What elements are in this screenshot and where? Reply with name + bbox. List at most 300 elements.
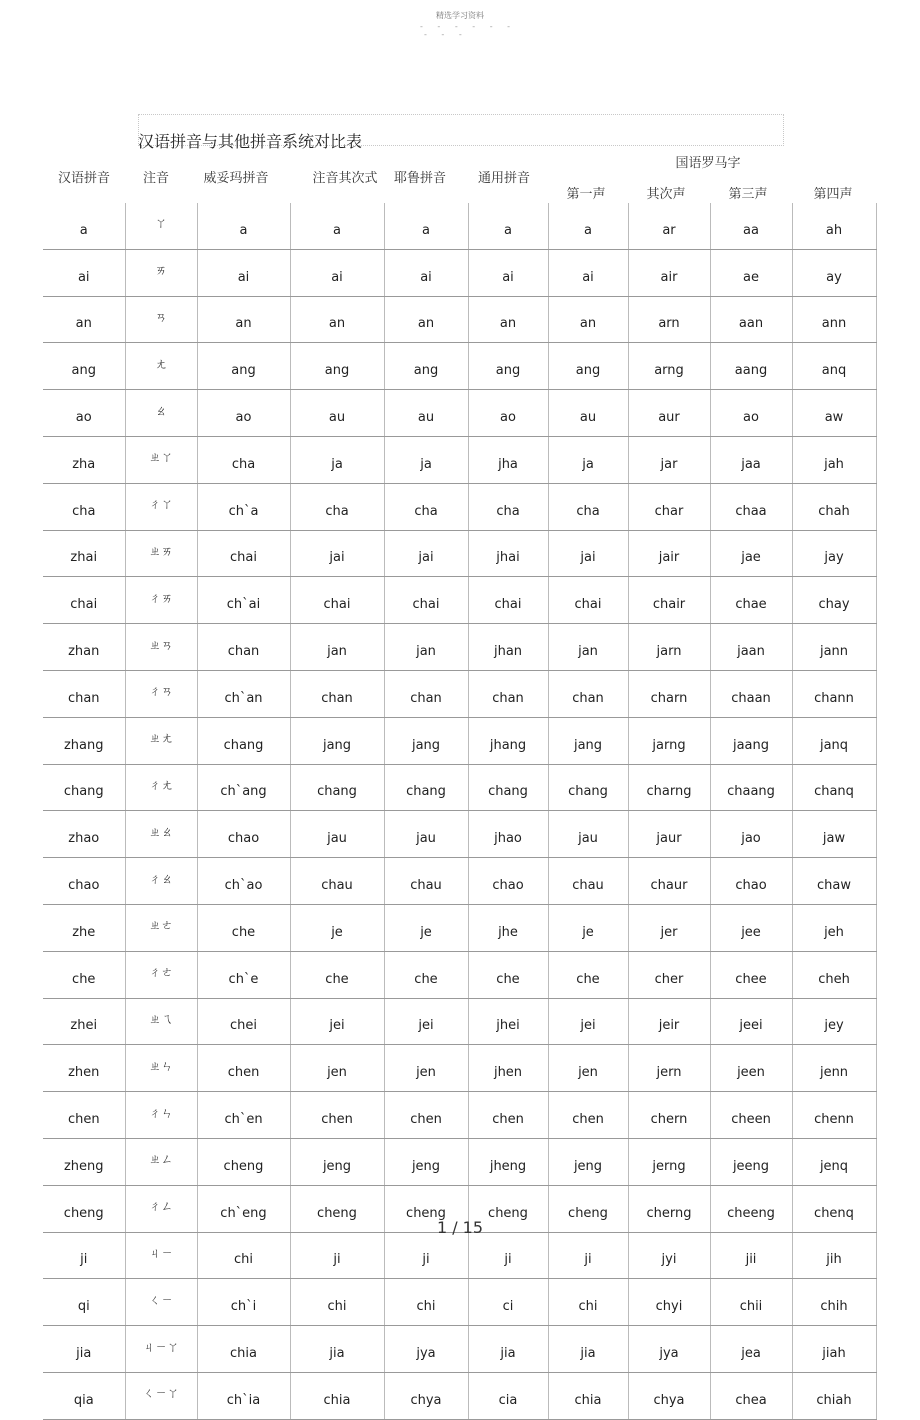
cell-wade: chei bbox=[197, 998, 290, 1045]
cell-zhuyin: ㄓㄢ bbox=[125, 624, 197, 671]
cell-tongyong: cia bbox=[468, 1372, 548, 1419]
cell-gr-tone3: aan bbox=[710, 296, 792, 343]
header-tone3: 第三声 bbox=[728, 187, 768, 202]
cell-yale: ji bbox=[384, 1232, 468, 1279]
cell-yale: chang bbox=[384, 764, 468, 811]
cell-gr-tone2: cherng bbox=[628, 1185, 710, 1232]
cell-tongyong: ai bbox=[468, 249, 548, 296]
cell-wade: an bbox=[197, 296, 290, 343]
cell-gr-tone1: cha bbox=[548, 483, 628, 530]
cell-zhuyin-second: jei bbox=[290, 998, 384, 1045]
cell-yale: jan bbox=[384, 624, 468, 671]
cell-gr-tone2: jeir bbox=[628, 998, 710, 1045]
header-zhuyin-second: 注音其次式 bbox=[312, 171, 378, 186]
table-row bbox=[43, 436, 876, 483]
cell-gr-tone1: chen bbox=[548, 1092, 628, 1139]
cell-yale: che bbox=[384, 951, 468, 998]
cell-wade: chi bbox=[197, 1232, 290, 1279]
table-row bbox=[43, 624, 876, 671]
cell-tongyong: ang bbox=[468, 343, 548, 390]
cell-yale: jai bbox=[384, 530, 468, 577]
cell-tongyong: jia bbox=[468, 1326, 548, 1373]
cell-zhuyin-second: chi bbox=[290, 1279, 384, 1326]
cell-gr-tone2: char bbox=[628, 483, 710, 530]
cell-gr-tone2: jern bbox=[628, 1045, 710, 1092]
cell-yale: jei bbox=[384, 998, 468, 1045]
cell-gr-tone2: jarng bbox=[628, 717, 710, 764]
cell-gr-tone2: jyi bbox=[628, 1232, 710, 1279]
cell-gr-tone4: janq bbox=[792, 717, 876, 764]
cell-gr-tone4: anq bbox=[792, 343, 876, 390]
page-title: 汉语拼音与其他拼音系统对比表 bbox=[138, 132, 363, 151]
cell-gr-tone3: jeen bbox=[710, 1045, 792, 1092]
cell-zhuyin-second: chau bbox=[290, 858, 384, 905]
cell-gr-tone3: jao bbox=[710, 811, 792, 858]
cell-zhuyin: ㄓㄚ bbox=[125, 436, 197, 483]
cell-gr-tone4: chah bbox=[792, 483, 876, 530]
page-number: 1 / 15 bbox=[436, 1218, 484, 1237]
cell-gr-tone2: chyi bbox=[628, 1279, 710, 1326]
cell-zhuyin-second: a bbox=[290, 203, 384, 249]
cell-wade: ch`an bbox=[197, 670, 290, 717]
cell-gr-tone3: jii bbox=[710, 1232, 792, 1279]
cell-zhuyin-second: cha bbox=[290, 483, 384, 530]
cell-zhuyin-second: jau bbox=[290, 811, 384, 858]
cell-zhuyin: ㄔㄥ bbox=[125, 1185, 197, 1232]
cell-hanyu: che bbox=[43, 951, 125, 998]
cell-wade: ang bbox=[197, 343, 290, 390]
cell-tongyong: chen bbox=[468, 1092, 548, 1139]
cell-hanyu: ai bbox=[43, 249, 125, 296]
cell-zhuyin: ㄔㄣ bbox=[125, 1092, 197, 1139]
cell-zhuyin-second: chang bbox=[290, 764, 384, 811]
cell-hanyu: zhai bbox=[43, 530, 125, 577]
cell-gr-tone1: ai bbox=[548, 249, 628, 296]
cell-gr-tone4: jay bbox=[792, 530, 876, 577]
cell-wade: ch`i bbox=[197, 1279, 290, 1326]
table-row bbox=[43, 764, 876, 811]
cell-zhuyin: ㄔㄚ bbox=[125, 483, 197, 530]
cell-hanyu: ao bbox=[43, 390, 125, 437]
cell-wade: ch`en bbox=[197, 1092, 290, 1139]
cell-gr-tone4: jey bbox=[792, 998, 876, 1045]
table-row bbox=[43, 858, 876, 905]
cell-gr-tone2: chaur bbox=[628, 858, 710, 905]
cell-gr-tone4: jiah bbox=[792, 1326, 876, 1373]
cell-gr-tone4: ann bbox=[792, 296, 876, 343]
table-row bbox=[43, 577, 876, 624]
cell-zhuyin-second: ai bbox=[290, 249, 384, 296]
cell-gr-tone4: jenn bbox=[792, 1045, 876, 1092]
cell-hanyu: chang bbox=[43, 764, 125, 811]
cell-yale: chan bbox=[384, 670, 468, 717]
cell-gr-tone3: jaa bbox=[710, 436, 792, 483]
cell-gr-tone2: charng bbox=[628, 764, 710, 811]
cell-hanyu: chao bbox=[43, 858, 125, 905]
cell-gr-tone2: arn bbox=[628, 296, 710, 343]
cell-gr-tone1: ji bbox=[548, 1232, 628, 1279]
cell-gr-tone4: chenq bbox=[792, 1185, 876, 1232]
cell-hanyu: chai bbox=[43, 577, 125, 624]
cell-yale: au bbox=[384, 390, 468, 437]
cell-zhuyin: ㄑㄧㄚ bbox=[125, 1372, 197, 1419]
table-row bbox=[43, 811, 876, 858]
table-row bbox=[43, 670, 876, 717]
cell-gr-tone1: jen bbox=[548, 1045, 628, 1092]
cell-gr-tone4: jah bbox=[792, 436, 876, 483]
table-row bbox=[43, 296, 876, 343]
cell-gr-tone2: jaur bbox=[628, 811, 710, 858]
cell-gr-tone3: cheen bbox=[710, 1092, 792, 1139]
cell-hanyu: ang bbox=[43, 343, 125, 390]
cell-gr-tone4: chay bbox=[792, 577, 876, 624]
cell-zhuyin: ㄐㄧ bbox=[125, 1232, 197, 1279]
cell-hanyu: an bbox=[43, 296, 125, 343]
cell-zhuyin-second: jen bbox=[290, 1045, 384, 1092]
cell-gr-tone1: chan bbox=[548, 670, 628, 717]
cell-hanyu: ji bbox=[43, 1232, 125, 1279]
cell-wade: a bbox=[197, 203, 290, 249]
cell-zhuyin: ㄑㄧ bbox=[125, 1279, 197, 1326]
cell-gr-tone4: chih bbox=[792, 1279, 876, 1326]
cell-tongyong: a bbox=[468, 203, 548, 249]
cell-wade: ch`ai bbox=[197, 577, 290, 624]
cell-gr-tone1: chang bbox=[548, 764, 628, 811]
cell-zhuyin-second: jang bbox=[290, 717, 384, 764]
cell-gr-tone3: chee bbox=[710, 951, 792, 998]
header-zhuyin: 注音 bbox=[142, 171, 169, 186]
table-row bbox=[43, 1372, 876, 1419]
cell-gr-tone3: cheeng bbox=[710, 1185, 792, 1232]
cell-hanyu: a bbox=[43, 203, 125, 249]
cell-hanyu: qia bbox=[43, 1372, 125, 1419]
cell-gr-tone1: chi bbox=[548, 1279, 628, 1326]
cell-yale: ang bbox=[384, 343, 468, 390]
cell-zhuyin: ㄞ bbox=[125, 249, 197, 296]
cell-tongyong: jhan bbox=[468, 624, 548, 671]
cell-gr-tone3: ae bbox=[710, 249, 792, 296]
table-row bbox=[43, 1138, 876, 1185]
cell-yale: chi bbox=[384, 1279, 468, 1326]
cell-wade: ch`e bbox=[197, 951, 290, 998]
cell-gr-tone2: jer bbox=[628, 904, 710, 951]
table-row bbox=[43, 904, 876, 951]
cell-wade: chai bbox=[197, 530, 290, 577]
cell-gr-tone3: chaa bbox=[710, 483, 792, 530]
header-yale: 耶鲁拼音 bbox=[393, 171, 446, 186]
table-row bbox=[43, 249, 876, 296]
cell-yale: ai bbox=[384, 249, 468, 296]
cell-wade: chen bbox=[197, 1045, 290, 1092]
cell-hanyu: zha bbox=[43, 436, 125, 483]
cell-hanyu: zheng bbox=[43, 1138, 125, 1185]
cell-yale: a bbox=[384, 203, 468, 249]
cell-zhuyin-second: chai bbox=[290, 577, 384, 624]
cell-gr-tone4: chaw bbox=[792, 858, 876, 905]
table-row bbox=[43, 390, 876, 437]
cell-gr-tone4: chanq bbox=[792, 764, 876, 811]
table-row bbox=[43, 203, 876, 249]
cell-gr-tone4: chiah bbox=[792, 1372, 876, 1419]
cell-gr-tone1: jang bbox=[548, 717, 628, 764]
cell-hanyu: zhei bbox=[43, 998, 125, 1045]
table-row bbox=[43, 483, 876, 530]
cell-gr-tone3: jee bbox=[710, 904, 792, 951]
cell-gr-tone3: jaan bbox=[710, 624, 792, 671]
cell-zhuyin: ㄐㄧㄚ bbox=[125, 1326, 197, 1373]
cell-gr-tone2: jar bbox=[628, 436, 710, 483]
cell-zhuyin: ㄔㄤ bbox=[125, 764, 197, 811]
cell-yale: jen bbox=[384, 1045, 468, 1092]
cell-zhuyin: ㄔㄢ bbox=[125, 670, 197, 717]
table-row bbox=[43, 1232, 876, 1279]
cell-wade: ch`eng bbox=[197, 1185, 290, 1232]
cell-gr-tone4: jih bbox=[792, 1232, 876, 1279]
table-row bbox=[43, 530, 876, 577]
cell-zhuyin-second: cheng bbox=[290, 1185, 384, 1232]
cell-wade: chan bbox=[197, 624, 290, 671]
table-row bbox=[43, 343, 876, 390]
cell-hanyu: zhao bbox=[43, 811, 125, 858]
cell-zhuyin: ㄓㄠ bbox=[125, 811, 197, 858]
cell-zhuyin: ㄠ bbox=[125, 390, 197, 437]
cell-yale: chai bbox=[384, 577, 468, 624]
cell-gr-tone2: jair bbox=[628, 530, 710, 577]
cell-yale: ja bbox=[384, 436, 468, 483]
cell-tongyong: chai bbox=[468, 577, 548, 624]
cell-gr-tone2: cher bbox=[628, 951, 710, 998]
header-gwoyeu-romatzyh: 国语罗马字 bbox=[675, 156, 741, 171]
cell-tongyong: jhao bbox=[468, 811, 548, 858]
cell-gr-tone2: arng bbox=[628, 343, 710, 390]
cell-yale: jeng bbox=[384, 1138, 468, 1185]
cell-gr-tone1: jai bbox=[548, 530, 628, 577]
cell-gr-tone4: jeh bbox=[792, 904, 876, 951]
cell-gr-tone2: chair bbox=[628, 577, 710, 624]
cell-zhuyin: ㄓㄟ bbox=[125, 998, 197, 1045]
cell-tongyong: jha bbox=[468, 436, 548, 483]
cell-wade: chang bbox=[197, 717, 290, 764]
cell-wade: ch`a bbox=[197, 483, 290, 530]
cell-gr-tone1: cheng bbox=[548, 1185, 628, 1232]
cell-gr-tone1: jan bbox=[548, 624, 628, 671]
cell-gr-tone1: jia bbox=[548, 1326, 628, 1373]
cell-zhuyin-second: jan bbox=[290, 624, 384, 671]
cell-hanyu: chen bbox=[43, 1092, 125, 1139]
cell-gr-tone1: a bbox=[548, 203, 628, 249]
watermark-dots-2: - - - bbox=[424, 30, 468, 39]
header-hanyu: 汉语拼音 bbox=[57, 171, 110, 186]
cell-gr-tone1: jeng bbox=[548, 1138, 628, 1185]
watermark: 精选学习资料 bbox=[436, 11, 484, 20]
comparison-table bbox=[43, 203, 877, 1420]
cell-tongyong: chao bbox=[468, 858, 548, 905]
cell-gr-tone3: jea bbox=[710, 1326, 792, 1373]
header-wade: 威妥玛拼音 bbox=[203, 171, 269, 186]
cell-gr-tone2: chya bbox=[628, 1372, 710, 1419]
cell-wade: ch`ao bbox=[197, 858, 290, 905]
cell-hanyu: jia bbox=[43, 1326, 125, 1373]
cell-tongyong: che bbox=[468, 951, 548, 998]
cell-gr-tone1: chia bbox=[548, 1372, 628, 1419]
table-row bbox=[43, 717, 876, 764]
cell-wade: ch`ia bbox=[197, 1372, 290, 1419]
cell-gr-tone1: chau bbox=[548, 858, 628, 905]
cell-tongyong: cha bbox=[468, 483, 548, 530]
cell-gr-tone4: cheh bbox=[792, 951, 876, 998]
cell-gr-tone1: che bbox=[548, 951, 628, 998]
cell-zhuyin: ㄓㄥ bbox=[125, 1138, 197, 1185]
cell-tongyong: jhe bbox=[468, 904, 548, 951]
cell-wade: ch`ang bbox=[197, 764, 290, 811]
cell-hanyu: zhang bbox=[43, 717, 125, 764]
cell-gr-tone3: jaang bbox=[710, 717, 792, 764]
cell-gr-tone2: jerng bbox=[628, 1138, 710, 1185]
table-row bbox=[43, 1326, 876, 1373]
cell-yale: jau bbox=[384, 811, 468, 858]
cell-zhuyin-second: chen bbox=[290, 1092, 384, 1139]
cell-zhuyin: ㄓㄜ bbox=[125, 904, 197, 951]
table-row bbox=[43, 1092, 876, 1139]
cell-zhuyin: ㄓㄞ bbox=[125, 530, 197, 577]
cell-tongyong: cheng bbox=[468, 1185, 548, 1232]
cell-zhuyin-second: au bbox=[290, 390, 384, 437]
cell-zhuyin-second: jeng bbox=[290, 1138, 384, 1185]
cell-zhuyin-second: chan bbox=[290, 670, 384, 717]
cell-gr-tone3: aang bbox=[710, 343, 792, 390]
cell-yale: jang bbox=[384, 717, 468, 764]
cell-tongyong: ao bbox=[468, 390, 548, 437]
cell-zhuyin: ㄔㄜ bbox=[125, 951, 197, 998]
cell-zhuyin-second: je bbox=[290, 904, 384, 951]
cell-zhuyin: ㄓㄤ bbox=[125, 717, 197, 764]
cell-tongyong: jhei bbox=[468, 998, 548, 1045]
cell-gr-tone2: jarn bbox=[628, 624, 710, 671]
cell-gr-tone1: ja bbox=[548, 436, 628, 483]
cell-gr-tone2: aur bbox=[628, 390, 710, 437]
cell-zhuyin: ㄚ bbox=[125, 203, 197, 249]
cell-wade: chao bbox=[197, 811, 290, 858]
cell-yale: chya bbox=[384, 1372, 468, 1419]
cell-tongyong: chang bbox=[468, 764, 548, 811]
cell-zhuyin-second: che bbox=[290, 951, 384, 998]
cell-tongyong: ji bbox=[468, 1232, 548, 1279]
cell-yale: jya bbox=[384, 1326, 468, 1373]
cell-hanyu: chan bbox=[43, 670, 125, 717]
table-row bbox=[43, 998, 876, 1045]
cell-hanyu: zhe bbox=[43, 904, 125, 951]
cell-tongyong: jhen bbox=[468, 1045, 548, 1092]
cell-hanyu: cha bbox=[43, 483, 125, 530]
cell-tongyong: jheng bbox=[468, 1138, 548, 1185]
cell-hanyu: cheng bbox=[43, 1185, 125, 1232]
cell-gr-tone1: au bbox=[548, 390, 628, 437]
cell-hanyu: zhan bbox=[43, 624, 125, 671]
cell-gr-tone4: jaw bbox=[792, 811, 876, 858]
cell-zhuyin-second: an bbox=[290, 296, 384, 343]
cell-tongyong: ci bbox=[468, 1279, 548, 1326]
cell-zhuyin: ㄓㄣ bbox=[125, 1045, 197, 1092]
cell-gr-tone2: air bbox=[628, 249, 710, 296]
cell-zhuyin: ㄢ bbox=[125, 296, 197, 343]
cell-zhuyin: ㄔㄞ bbox=[125, 577, 197, 624]
cell-tongyong: jhai bbox=[468, 530, 548, 577]
cell-gr-tone3: chaan bbox=[710, 670, 792, 717]
cell-hanyu: zhen bbox=[43, 1045, 125, 1092]
cell-gr-tone3: chae bbox=[710, 577, 792, 624]
cell-yale: cha bbox=[384, 483, 468, 530]
cell-gr-tone4: chann bbox=[792, 670, 876, 717]
cell-zhuyin-second: jia bbox=[290, 1326, 384, 1373]
cell-gr-tone3: chea bbox=[710, 1372, 792, 1419]
cell-gr-tone3: jae bbox=[710, 530, 792, 577]
cell-gr-tone3: jeeng bbox=[710, 1138, 792, 1185]
cell-zhuyin: ㄔㄠ bbox=[125, 858, 197, 905]
cell-gr-tone3: jeei bbox=[710, 998, 792, 1045]
cell-wade: chia bbox=[197, 1326, 290, 1373]
cell-gr-tone2: chern bbox=[628, 1092, 710, 1139]
table-row bbox=[43, 951, 876, 998]
cell-gr-tone3: ao bbox=[710, 390, 792, 437]
cell-gr-tone3: aa bbox=[710, 203, 792, 249]
header-tone1: 第一声 bbox=[566, 187, 606, 202]
cell-gr-tone3: chaang bbox=[710, 764, 792, 811]
cell-tongyong: an bbox=[468, 296, 548, 343]
cell-yale: chau bbox=[384, 858, 468, 905]
cell-gr-tone4: chenn bbox=[792, 1092, 876, 1139]
cell-yale: cheng bbox=[384, 1185, 468, 1232]
cell-wade: cha bbox=[197, 436, 290, 483]
cell-wade: ao bbox=[197, 390, 290, 437]
cell-yale: chen bbox=[384, 1092, 468, 1139]
cell-gr-tone1: ang bbox=[548, 343, 628, 390]
cell-wade: ai bbox=[197, 249, 290, 296]
cell-zhuyin-second: ja bbox=[290, 436, 384, 483]
table-row bbox=[43, 1045, 876, 1092]
cell-zhuyin-second: ang bbox=[290, 343, 384, 390]
cell-hanyu: qi bbox=[43, 1279, 125, 1326]
cell-gr-tone2: charn bbox=[628, 670, 710, 717]
cell-gr-tone4: jenq bbox=[792, 1138, 876, 1185]
cell-gr-tone1: an bbox=[548, 296, 628, 343]
cell-gr-tone4: aw bbox=[792, 390, 876, 437]
cell-tongyong: chan bbox=[468, 670, 548, 717]
cell-gr-tone4: jann bbox=[792, 624, 876, 671]
header-tongyong: 通用拼音 bbox=[477, 171, 530, 186]
table-row bbox=[43, 1279, 876, 1326]
cell-gr-tone1: jau bbox=[548, 811, 628, 858]
cell-zhuyin-second: chia bbox=[290, 1372, 384, 1419]
cell-wade: cheng bbox=[197, 1138, 290, 1185]
watermark-dots: - - - - - - bbox=[420, 22, 517, 31]
cell-gr-tone3: chao bbox=[710, 858, 792, 905]
cell-yale: je bbox=[384, 904, 468, 951]
header-tone2: 其次声 bbox=[646, 187, 686, 202]
cell-yale: an bbox=[384, 296, 468, 343]
cell-gr-tone3: chii bbox=[710, 1279, 792, 1326]
cell-wade: che bbox=[197, 904, 290, 951]
cell-zhuyin-second: ji bbox=[290, 1232, 384, 1279]
cell-gr-tone4: ay bbox=[792, 249, 876, 296]
cell-zhuyin-second: jai bbox=[290, 530, 384, 577]
cell-tongyong: jhang bbox=[468, 717, 548, 764]
header-tone4: 第四声 bbox=[813, 187, 853, 202]
cell-gr-tone4: ah bbox=[792, 203, 876, 249]
cell-zhuyin: ㄤ bbox=[125, 343, 197, 390]
cell-gr-tone2: ar bbox=[628, 203, 710, 249]
cell-gr-tone1: jei bbox=[548, 998, 628, 1045]
cell-gr-tone2: jya bbox=[628, 1326, 710, 1373]
